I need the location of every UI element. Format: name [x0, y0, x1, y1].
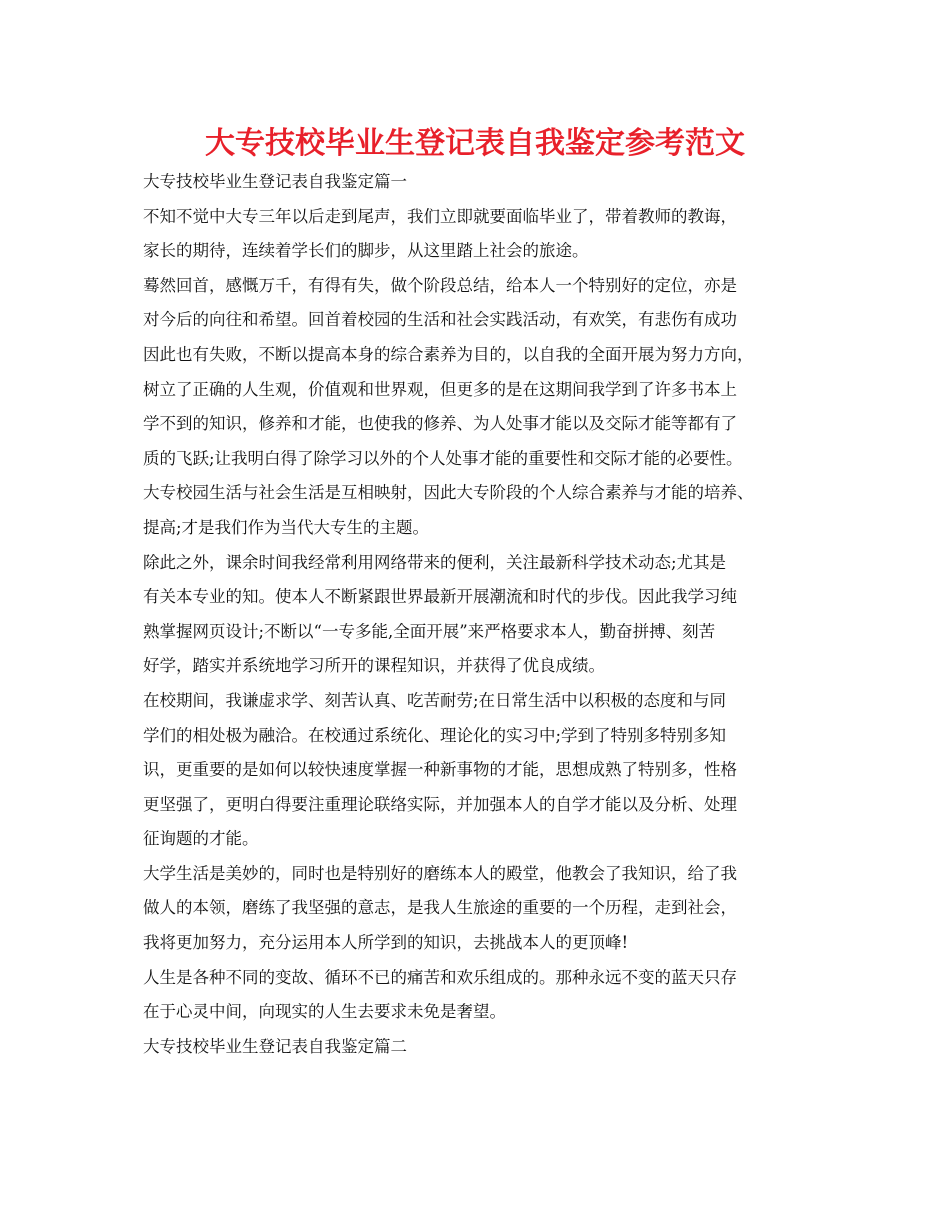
- text-line: 熟掌握网页设计;不断以“一专多能,全面开展”来严格要求本人，勤奋拼搏、刻苦: [143, 621, 716, 641]
- text-line: 除此之外，课余时间我经常利用网络带来的便利，关注最新科学技术动态;尤其是: [143, 552, 727, 572]
- section-heading-1: 大专技校毕业生登记表自我鉴定篇一: [143, 172, 407, 191]
- text-line: 在校期间，我谦虚求学、刻苦认真、吃苦耐劳;在日常生活中以积极的态度和与同: [143, 690, 727, 710]
- text-line: 树立了正确的人生观，价值观和世界观，但更多的是在这期间我学到了许多书本上: [143, 379, 737, 399]
- text-line: 大学生活是美妙的，同时也是特别好的磨练本人的殿堂，他教会了我知识，给了我: [143, 863, 737, 883]
- text-line: 对今后的向往和希望。回首着校园的生活和社会实践活动，有欢笑，有悲伤有成功: [143, 310, 737, 330]
- text-line: 做人的本领，磨练了我坚强的意志，是我人生旅途的重要的一个历程，走到社会，: [143, 898, 737, 918]
- text-line: 不知不觉中大专三年以后走到尾声，我们立即就要面临毕业了，带着教师的教诲，: [143, 206, 737, 226]
- text-line: 人生是各种不同的变故、循环不已的痛苦和欢乐组成的。那种永远不变的蓝天只存: [143, 967, 737, 987]
- text-line: 识，更重要的是如何以较快速度掌握一种新事物的才能，思想成熟了特别多，性格: [143, 760, 737, 780]
- text-line: 好学，踏实并系统地学习所开的课程知识，并获得了优良成绩。: [143, 656, 605, 676]
- text-line: 征询题的才能。: [143, 829, 259, 849]
- text-line: 有关本专业的知。使本人不断紧跟世界最新开展潮流和时代的步伐。因此我学习纯: [143, 587, 737, 607]
- text-line: 学不到的知识，修养和才能，也使我的修养、为人处事才能以及交际才能等都有了: [143, 414, 737, 434]
- text-line: 更坚强了，更明白得要注重理论联络实际，并加强本人的自学才能以及分析、处理: [143, 794, 737, 814]
- text-line: 我将更加努力，充分运用本人所学到的知识，去挑战本人的更顶峰!: [143, 933, 629, 953]
- document-title: 大专技校毕业生登记表自我鉴定参考范文: [205, 126, 745, 161]
- text-line: 质的飞跃;让我明白得了除学习以外的个人处事才能的重要性和交际才能的必要性。: [143, 448, 743, 468]
- text-line: 因此也有失败，不断以提高本身的综合素养为目的，以自我的全面开展为努力方向，: [143, 344, 754, 364]
- text-line: 蓦然回首，感慨万千，有得有失，做个阶段总结，给本人一个特别好的定位，亦是: [143, 275, 737, 295]
- text-line: 提高;才是我们作为当代大专生的主题。: [143, 517, 430, 537]
- text-line: 大专校园生活与社会生活是互相映射，因此大专阶段的个人综合素养与才能的培养、: [143, 483, 754, 503]
- section-heading-2: 大专技校毕业生登记表自我鉴定篇二: [143, 1036, 407, 1056]
- text-line: 学们的相处极为融洽。在校通过系统化、理论化的实习中;学到了特别多特别多知: [143, 725, 727, 745]
- document-body: [143, 165, 823, 1064]
- text-line: 在于心灵中间，向现实的人生去要求未免是奢望。: [143, 1002, 506, 1022]
- text-line: 家长的期待，连续着学长们的脚步，从这里踏上社会的旅途。: [143, 241, 589, 261]
